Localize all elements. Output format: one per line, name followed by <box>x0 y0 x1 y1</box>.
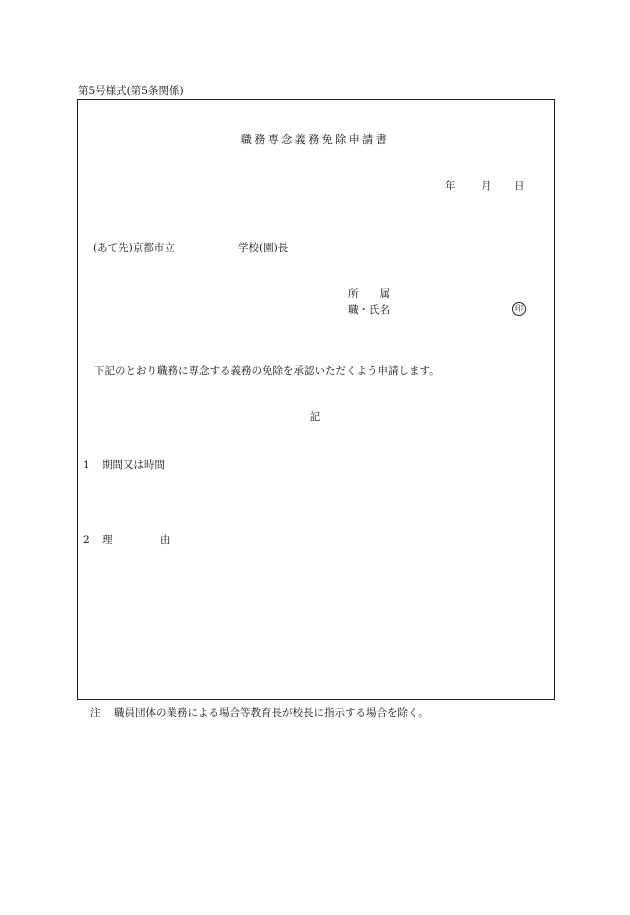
note-mark: 注 <box>90 707 101 719</box>
form-number: 第5号様式(第5条関係) <box>78 85 184 97</box>
form-title: 職務専念義務免除申請書 <box>240 133 390 146</box>
body-text: 下記のとおり職務に専念する義務の免除を承認いただくよう申請します。 <box>94 365 440 377</box>
item-2-number: 2 <box>83 534 90 546</box>
note-text: 職員団体の業務による場合等教育長が校長に指示する場合を除く。 <box>114 707 429 719</box>
item-1-label: 期間又は時間 <box>102 459 165 471</box>
addressee: (あて先)京都市立 <box>93 242 175 254</box>
affiliation-label: 所 属 <box>348 288 390 300</box>
seal-text: 印 <box>515 304 523 313</box>
name-label: 職・氏名 <box>348 304 390 316</box>
seal-mark <box>512 302 526 316</box>
date-year-label: 年 <box>445 180 456 192</box>
date-day-label: 日 <box>514 180 525 192</box>
item-1-number: 1 <box>83 459 90 471</box>
item-2-label-first: 理 <box>102 534 113 546</box>
ki-heading: 記 <box>309 411 321 423</box>
addressee-suffix: 学校(園)長 <box>238 242 289 254</box>
date-month-label: 月 <box>481 180 492 192</box>
item-2-label-second: 由 <box>160 534 171 546</box>
